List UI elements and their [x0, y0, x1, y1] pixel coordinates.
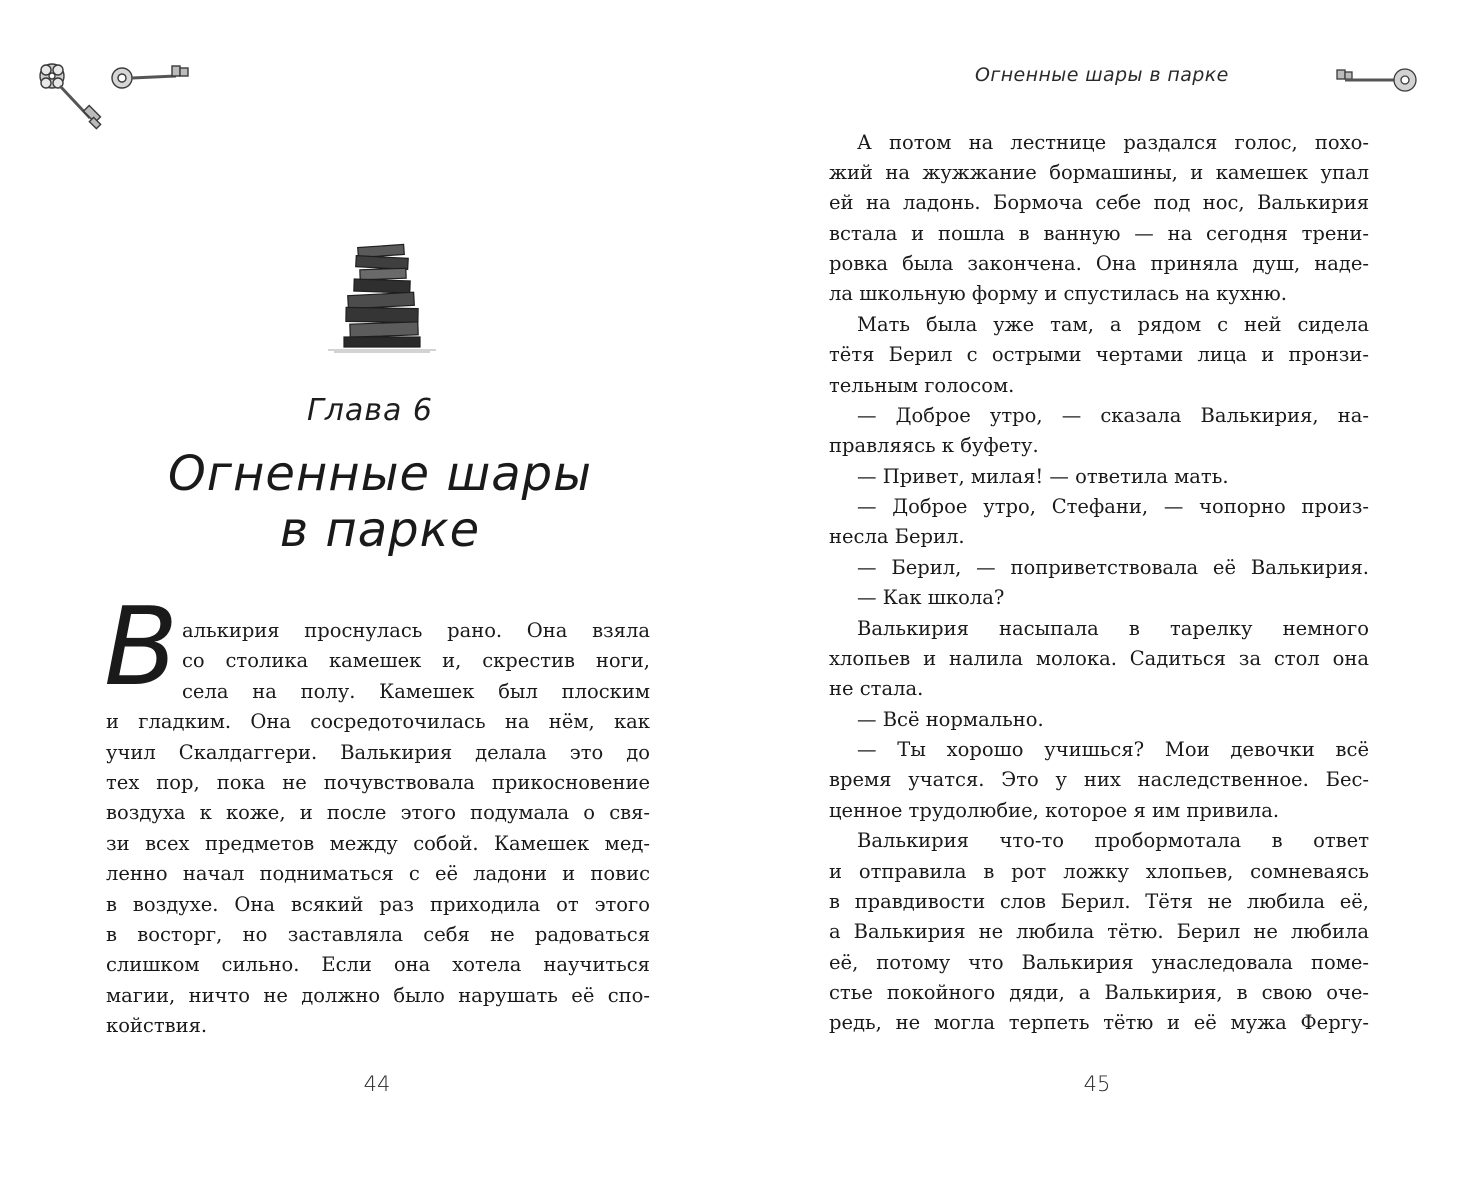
text-line: алькирия проснулась рано. Она взяла [182, 619, 650, 642]
text-line: ей на ладонь. Бормоча себе под нос, Валькирия [829, 191, 1369, 214]
text-line: Валькирия что-то пробормотала в ответ [857, 829, 1369, 852]
text-line: время учатся. Это у них наследственное. Бес- [829, 768, 1369, 791]
text-line: правляясь к буфету. [829, 434, 1039, 457]
text-line: — Доброе утро, — сказала Валькирия, на- [857, 404, 1369, 427]
text-line: стье покойного дяди, а Валькирия, в свою оче- [829, 981, 1369, 1004]
text-line: в правдивости слов Берил. Тётя не любила её, [829, 890, 1369, 913]
text-line: её, потому что Валькирия унаследовала поме- [829, 951, 1369, 974]
key-ornament-icon [26, 56, 196, 140]
text-line: воздуха к коже, и после этого подумала о свя- [106, 801, 650, 824]
text-line: жий на жужжание бормашины, и камешек упал [829, 161, 1369, 184]
text-line: — Берил, — поприветствовала её Валькирия. [857, 556, 1369, 579]
chapter-title [110, 446, 650, 558]
text-line: Валькирия насыпала в тарелку немного [857, 617, 1369, 640]
text-line: — Всё нормально. [857, 708, 1044, 731]
stack-of-books-icon [324, 240, 440, 356]
text-line: магии, ничто не должно было нарушать её спо- [106, 984, 650, 1007]
text-line: тех пор, пока не почувствовала прикосновение [106, 771, 650, 794]
chapter-number: Глава 6 [307, 393, 433, 428]
text-line: встала и пошла в ванную — на сегодня трени- [829, 222, 1369, 245]
text-line: и гладким. Она сосредоточилась на нём, как [106, 710, 650, 733]
text-line: тельным голосом. [829, 374, 1015, 397]
text-line: — Ты хорошо учишься? Мои девочки всё [857, 738, 1369, 761]
text-line: А потом на лестнице раздался голос, похо- [857, 131, 1369, 154]
text-line: Мать была уже там, а рядом с ней сидела [857, 313, 1369, 336]
text-line: не стала. [829, 677, 924, 700]
text-line: ценное трудолюбие, которое я им привила. [829, 799, 1280, 822]
text-line: ла школьную форму и спустилась на кухню. [829, 282, 1287, 305]
text-line: тётя Берил с острыми чертами лица и пронзи- [829, 343, 1369, 366]
text-line: — Привет, милая! — ответила мать. [857, 465, 1229, 488]
key-ornament-icon [1333, 62, 1423, 98]
chapter-title-line-1: Огненные шары [167, 446, 593, 502]
text-line: слишком сильно. Если она хотела научиться [106, 953, 650, 976]
text-line: — Как школа? [857, 586, 1005, 609]
page-number: 45 [1083, 1072, 1111, 1096]
drop-cap: В [104, 585, 179, 710]
text-line: и отправила в рот ложку хлопьев, сомневаясь [829, 860, 1369, 883]
text-line: учил Скалдаггери. Валькирия делала это до [106, 741, 650, 764]
text-line: несла Берил. [829, 525, 965, 548]
text-line: хлопьев и налила молока. Садиться за стол она [829, 647, 1369, 670]
text-line: а Валькирия не любила тётю. Берил не любила [829, 920, 1369, 943]
text-line: ленно начал подниматься с её ладони и повис [106, 862, 650, 885]
text-line: редь, не могла терпеть тётю и её мужа Фергу- [829, 1011, 1369, 1034]
text-line: ровка была закончена. Она приняла душ, наде- [829, 252, 1369, 275]
text-line: села на полу. Камешек был плоским [182, 680, 650, 703]
left-page [0, 0, 738, 1182]
text-line: койствия. [106, 1014, 208, 1037]
text-line: в воздухе. Она всякий раз приходила от этого [106, 893, 650, 916]
right-page [739, 0, 1477, 1182]
page-number: 44 [363, 1072, 391, 1096]
text-line: зи всех предметов между собой. Камешек мед- [106, 832, 650, 855]
running-head: Огненные шары в парке [975, 64, 1229, 86]
text-line: со столика камешек и, скрестив ноги, [182, 649, 650, 672]
text-line: в восторг, но заставляла себя не радоваться [106, 923, 650, 946]
chapter-title-line-2: в парке [279, 502, 481, 558]
text-line: — Доброе утро, Стефани, — чопорно произ- [857, 495, 1369, 518]
